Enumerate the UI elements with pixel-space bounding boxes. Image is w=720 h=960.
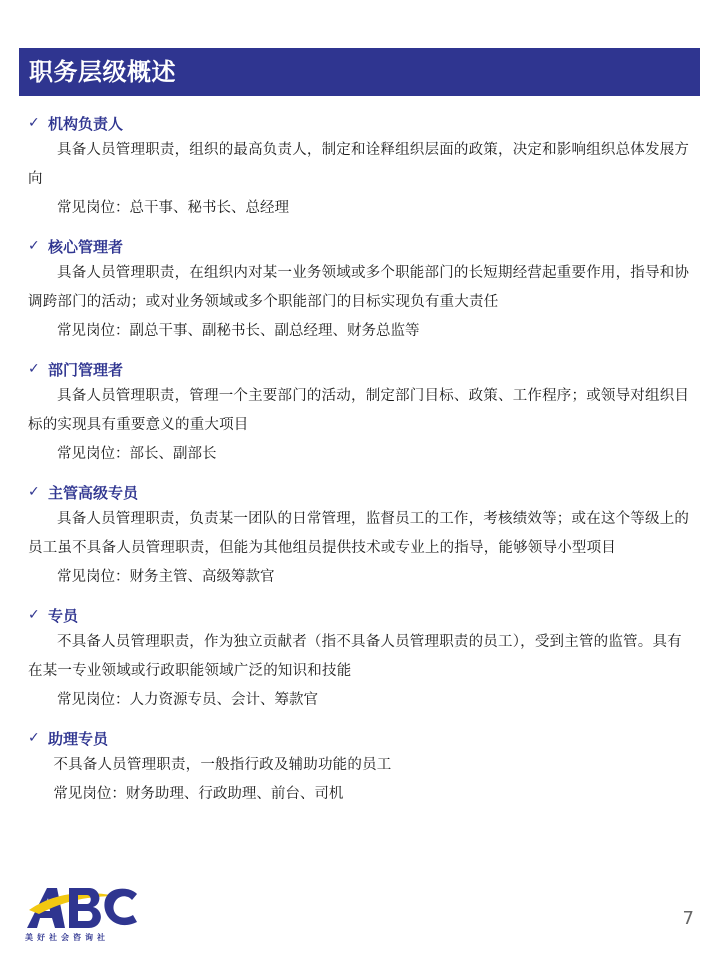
section-positions: 常见岗位：财务主管、高级筹款官 [57, 569, 275, 585]
section-organization-head [28, 110, 692, 223]
section-description: 具备人员管理职责，组织的最高负责人，制定和诠释组织层面的政策，决定和影响组织总体发展方向 [28, 142, 690, 187]
header-bar [19, 48, 700, 96]
section-description: 不具备人员管理职责，一般指行政及辅助功能的员工 [53, 757, 392, 773]
section-positions: 常见岗位：财务助理、行政助理、前台、司机 [53, 786, 344, 802]
section-title: 部门管理者 [48, 360, 124, 379]
page-number: 7 [682, 908, 694, 929]
check-icon: ✓ [28, 238, 40, 254]
abc-logo [25, 884, 140, 944]
logo-caption: 美好社会咨询社 [25, 933, 109, 942]
abc-logo-mark [25, 884, 140, 930]
section-specialist [28, 602, 692, 715]
section-description: 具备人员管理职责，在组织内对某一业务领域或多个职能部门的长短期经营起重要作用，指导和协调跨部门的活动；或对业务领域或多个职能部门的目标实现负有重大责任 [28, 265, 690, 310]
section-positions: 常见岗位：副总干事、副秘书长、副总经理、财务总监等 [57, 323, 420, 339]
section-title: 核心管理者 [48, 237, 124, 256]
section-assistant-specialist [28, 725, 692, 809]
section-positions: 常见岗位：部长、副部长 [57, 446, 217, 462]
check-icon: ✓ [28, 484, 40, 500]
section-positions: 常见岗位：人力资源专员、会计、筹款官 [57, 692, 318, 708]
section-senior-specialist [28, 479, 692, 592]
section-description: 具备人员管理职责，负责某一团队的日常管理，监督员工的工作，考核绩效等；或在这个等级上的员工虽不具备人员管理职责，但能为其他组员提供技术或专业上的指导，能够领导小型项目 [28, 511, 690, 556]
check-icon: ✓ [28, 730, 40, 746]
section-title: 机构负责人 [48, 114, 124, 133]
section-department-manager [28, 356, 692, 469]
section-description: 不具备人员管理职责，作为独立贡献者（指不具备人员管理职责的员工），受到主管的监管。具有在某一专业领域或行政职能领域广泛的知识和技能 [28, 634, 682, 679]
section-description: 具备人员管理职责，管理一个主要部门的活动，制定部门目标、政策、工作程序；或领导对组织目标的实现具有重要意义的重大项目 [28, 388, 690, 433]
section-title: 专员 [48, 606, 79, 625]
section-title: 助理专员 [48, 729, 109, 748]
check-icon: ✓ [28, 607, 40, 623]
section-positions: 常见岗位：总干事、秘书长、总经理 [57, 200, 289, 216]
content-area [28, 110, 692, 819]
check-icon: ✓ [28, 115, 40, 131]
section-core-manager [28, 233, 692, 346]
section-title: 主管高级专员 [48, 483, 139, 502]
page-title: 职务层级概述 [29, 58, 176, 86]
check-icon: ✓ [28, 361, 40, 377]
